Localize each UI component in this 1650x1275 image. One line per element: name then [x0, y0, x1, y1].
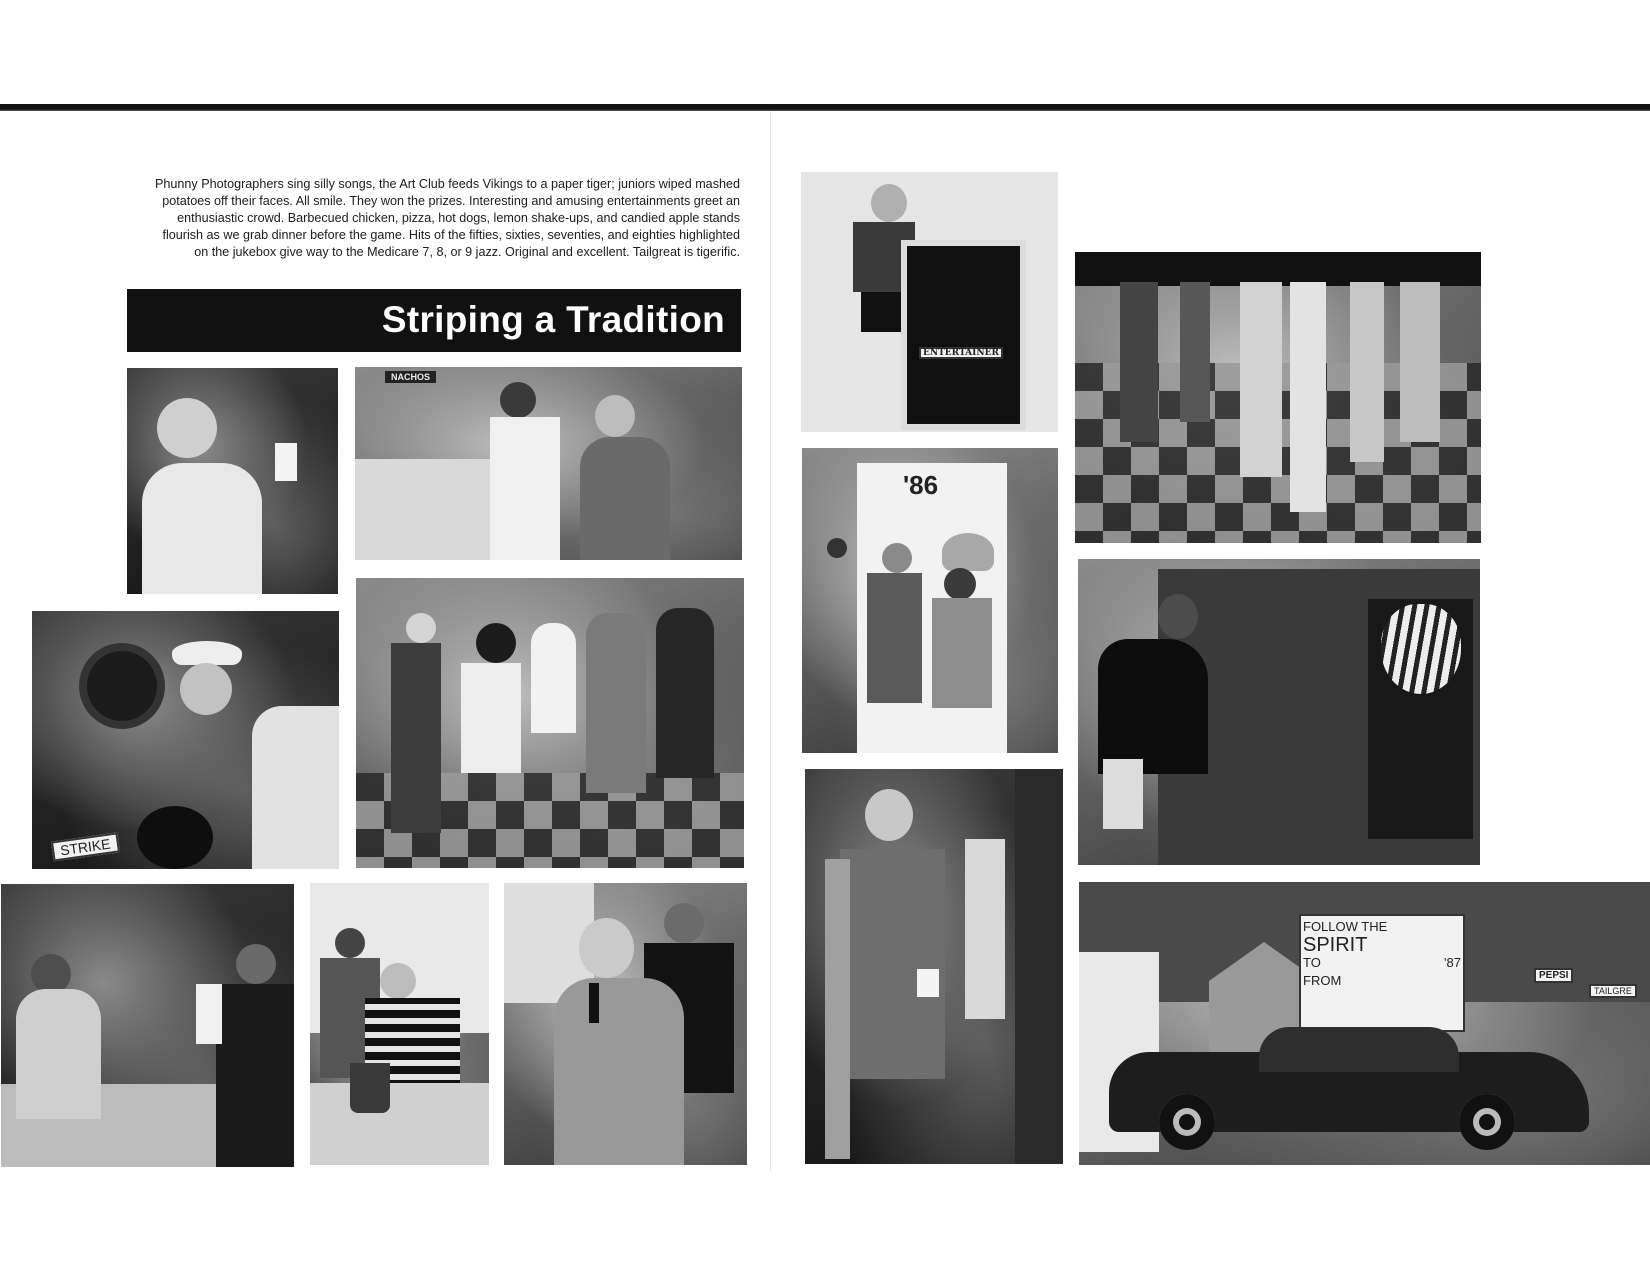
- photo-spirit-car: [1079, 882, 1650, 1165]
- center-fold: [770, 111, 771, 1171]
- jukebox-sign: ENTERTAINER: [919, 347, 1003, 359]
- photo-apron-student: [805, 769, 1063, 1164]
- car-sign-line1: FOLLOW THE: [1303, 919, 1388, 934]
- title-banner: [127, 289, 741, 352]
- photo-nachos-stand: [355, 367, 742, 560]
- photo-viking-cutout: [802, 448, 1058, 753]
- photo-student-with-cups: [127, 368, 338, 594]
- photo-barbecue-stand: [1, 884, 294, 1167]
- car-sign-line2: SPIRIT: [1303, 934, 1368, 956]
- car-sign-line4: FROM: [1303, 973, 1342, 988]
- photo-strike-game: [32, 611, 339, 869]
- photo-jukebox: [801, 172, 1058, 432]
- car-sign-line3: TO: [1303, 955, 1321, 970]
- pepsi-sign: PEPSI: [1534, 968, 1573, 983]
- photo-lip-sync-singer: [504, 883, 747, 1165]
- photo-tiger-game: [1078, 559, 1480, 865]
- photo-cups-table: [310, 883, 489, 1165]
- tailgreat-sign: TAILGRE: [1589, 984, 1637, 998]
- photo-legs-contest: [1075, 252, 1481, 543]
- strike-sign: STRIKE: [51, 832, 120, 861]
- page-title: Striping a Tradition: [381, 299, 725, 340]
- photo-balloon-contest: [356, 578, 744, 868]
- intro-paragraph: Phunny Photographers sing silly songs, the Art Club feeds Vikings to a paper tiger; juniors wiped mashed potatoes off their faces. All smile. They won the prizes. Interesting and amusing entertainments greet an enthusiastic crowd. Barbecued chicken, pizza, hot dogs, lemon shake-ups, and candied apple stands flourish as we grab dinner before the game. Hits of the fifties, sixties, seventies, and eighties highlighted on the jukebox give way to the Medicare 7, 8, or 9 jazz. Original and excellent. Tailgreat is tigerific.: [154, 177, 740, 259]
- year-86-sign: '86: [903, 470, 939, 500]
- nachos-sign: NACHOS: [385, 371, 436, 383]
- car-sign-year: '87: [1444, 955, 1461, 970]
- car-sign: [1299, 914, 1465, 1032]
- page-top-rule: [0, 104, 1650, 111]
